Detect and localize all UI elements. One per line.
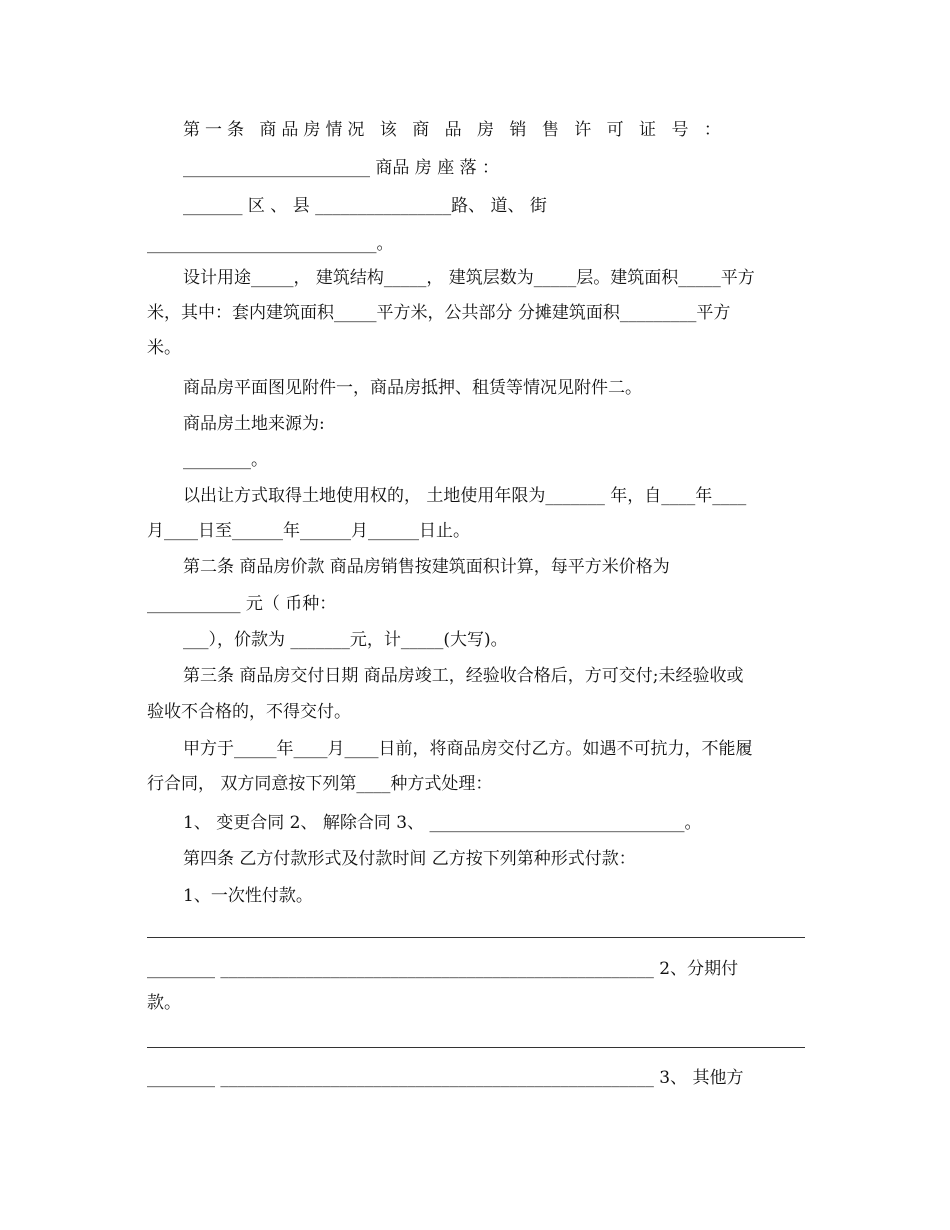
text-line: 月____日至______年______月______日止。 <box>147 521 470 541</box>
text-line: ________ ___________________________________________________ 2、分期付 <box>147 959 739 979</box>
text-line: 第一条 商品房情况 该 商 品 房 销 售 许 可 证 号 ： <box>183 120 726 140</box>
blank-fill-line <box>147 937 805 938</box>
text-line: ______________________ 商品 房 座 落 ： <box>183 158 500 178</box>
text-line: 验收不合格的，不得交付。 <box>147 702 351 722</box>
text-line: 米。 <box>147 338 181 358</box>
text-line: 以出让方式取得土地使用权的， 土地使用年限为_______ 年，自____年____ <box>183 486 747 506</box>
text-line: 商品房平面图见附件一，商品房抵押、租赁等情况见附件二。 <box>183 378 642 398</box>
text-line: ___），价款为 _______元，计_____(大写)。 <box>183 630 508 650</box>
text-line: 甲方于_____年____月____日前，将商品房交付乙方。如遇不可抗力，不能履 <box>183 739 753 759</box>
text-line: 第三条 商品房交付日期 商品房竣工，经验收合格后，方可交付;未经验收或 <box>183 666 744 686</box>
text-line: 米，其中：套内建筑面积_____平方米，公共部分 分摊建筑面积_________平方 <box>147 303 731 323</box>
text-line: 行合同， 双方同意按下列第____种方式处理： <box>147 774 493 794</box>
text-line: 第二条 商品房价款 商品房销售按建筑面积计算，每平方米价格为 <box>183 557 670 577</box>
text-line: ________ ___________________________________________________ 3、 其他方 <box>147 1068 744 1088</box>
text-line: ___________ 元（ 币种： <box>147 594 337 614</box>
text-line: ________。 <box>183 450 268 470</box>
blank-fill-line <box>147 1047 805 1048</box>
text-line: 1、 变更合同 2、 解除合同 3、 ______________________________。 <box>183 813 702 833</box>
text-line: ___________________________。 <box>147 234 394 254</box>
text-line: 款。 <box>147 993 181 1013</box>
text-line: 第四条 乙方付款形式及付款时间 乙方按下列第种形式付款： <box>183 849 636 869</box>
text-line: 设计用途_____， 建筑结构_____， 建筑层数为_____层。建筑面积_____平方 <box>183 268 755 288</box>
text-line: _______ 区 、 县 ________________路、 道、 街 <box>183 196 547 216</box>
text-line: 1、一次性付款。 <box>183 886 313 906</box>
text-line: 商品房土地来源为: <box>183 414 325 434</box>
